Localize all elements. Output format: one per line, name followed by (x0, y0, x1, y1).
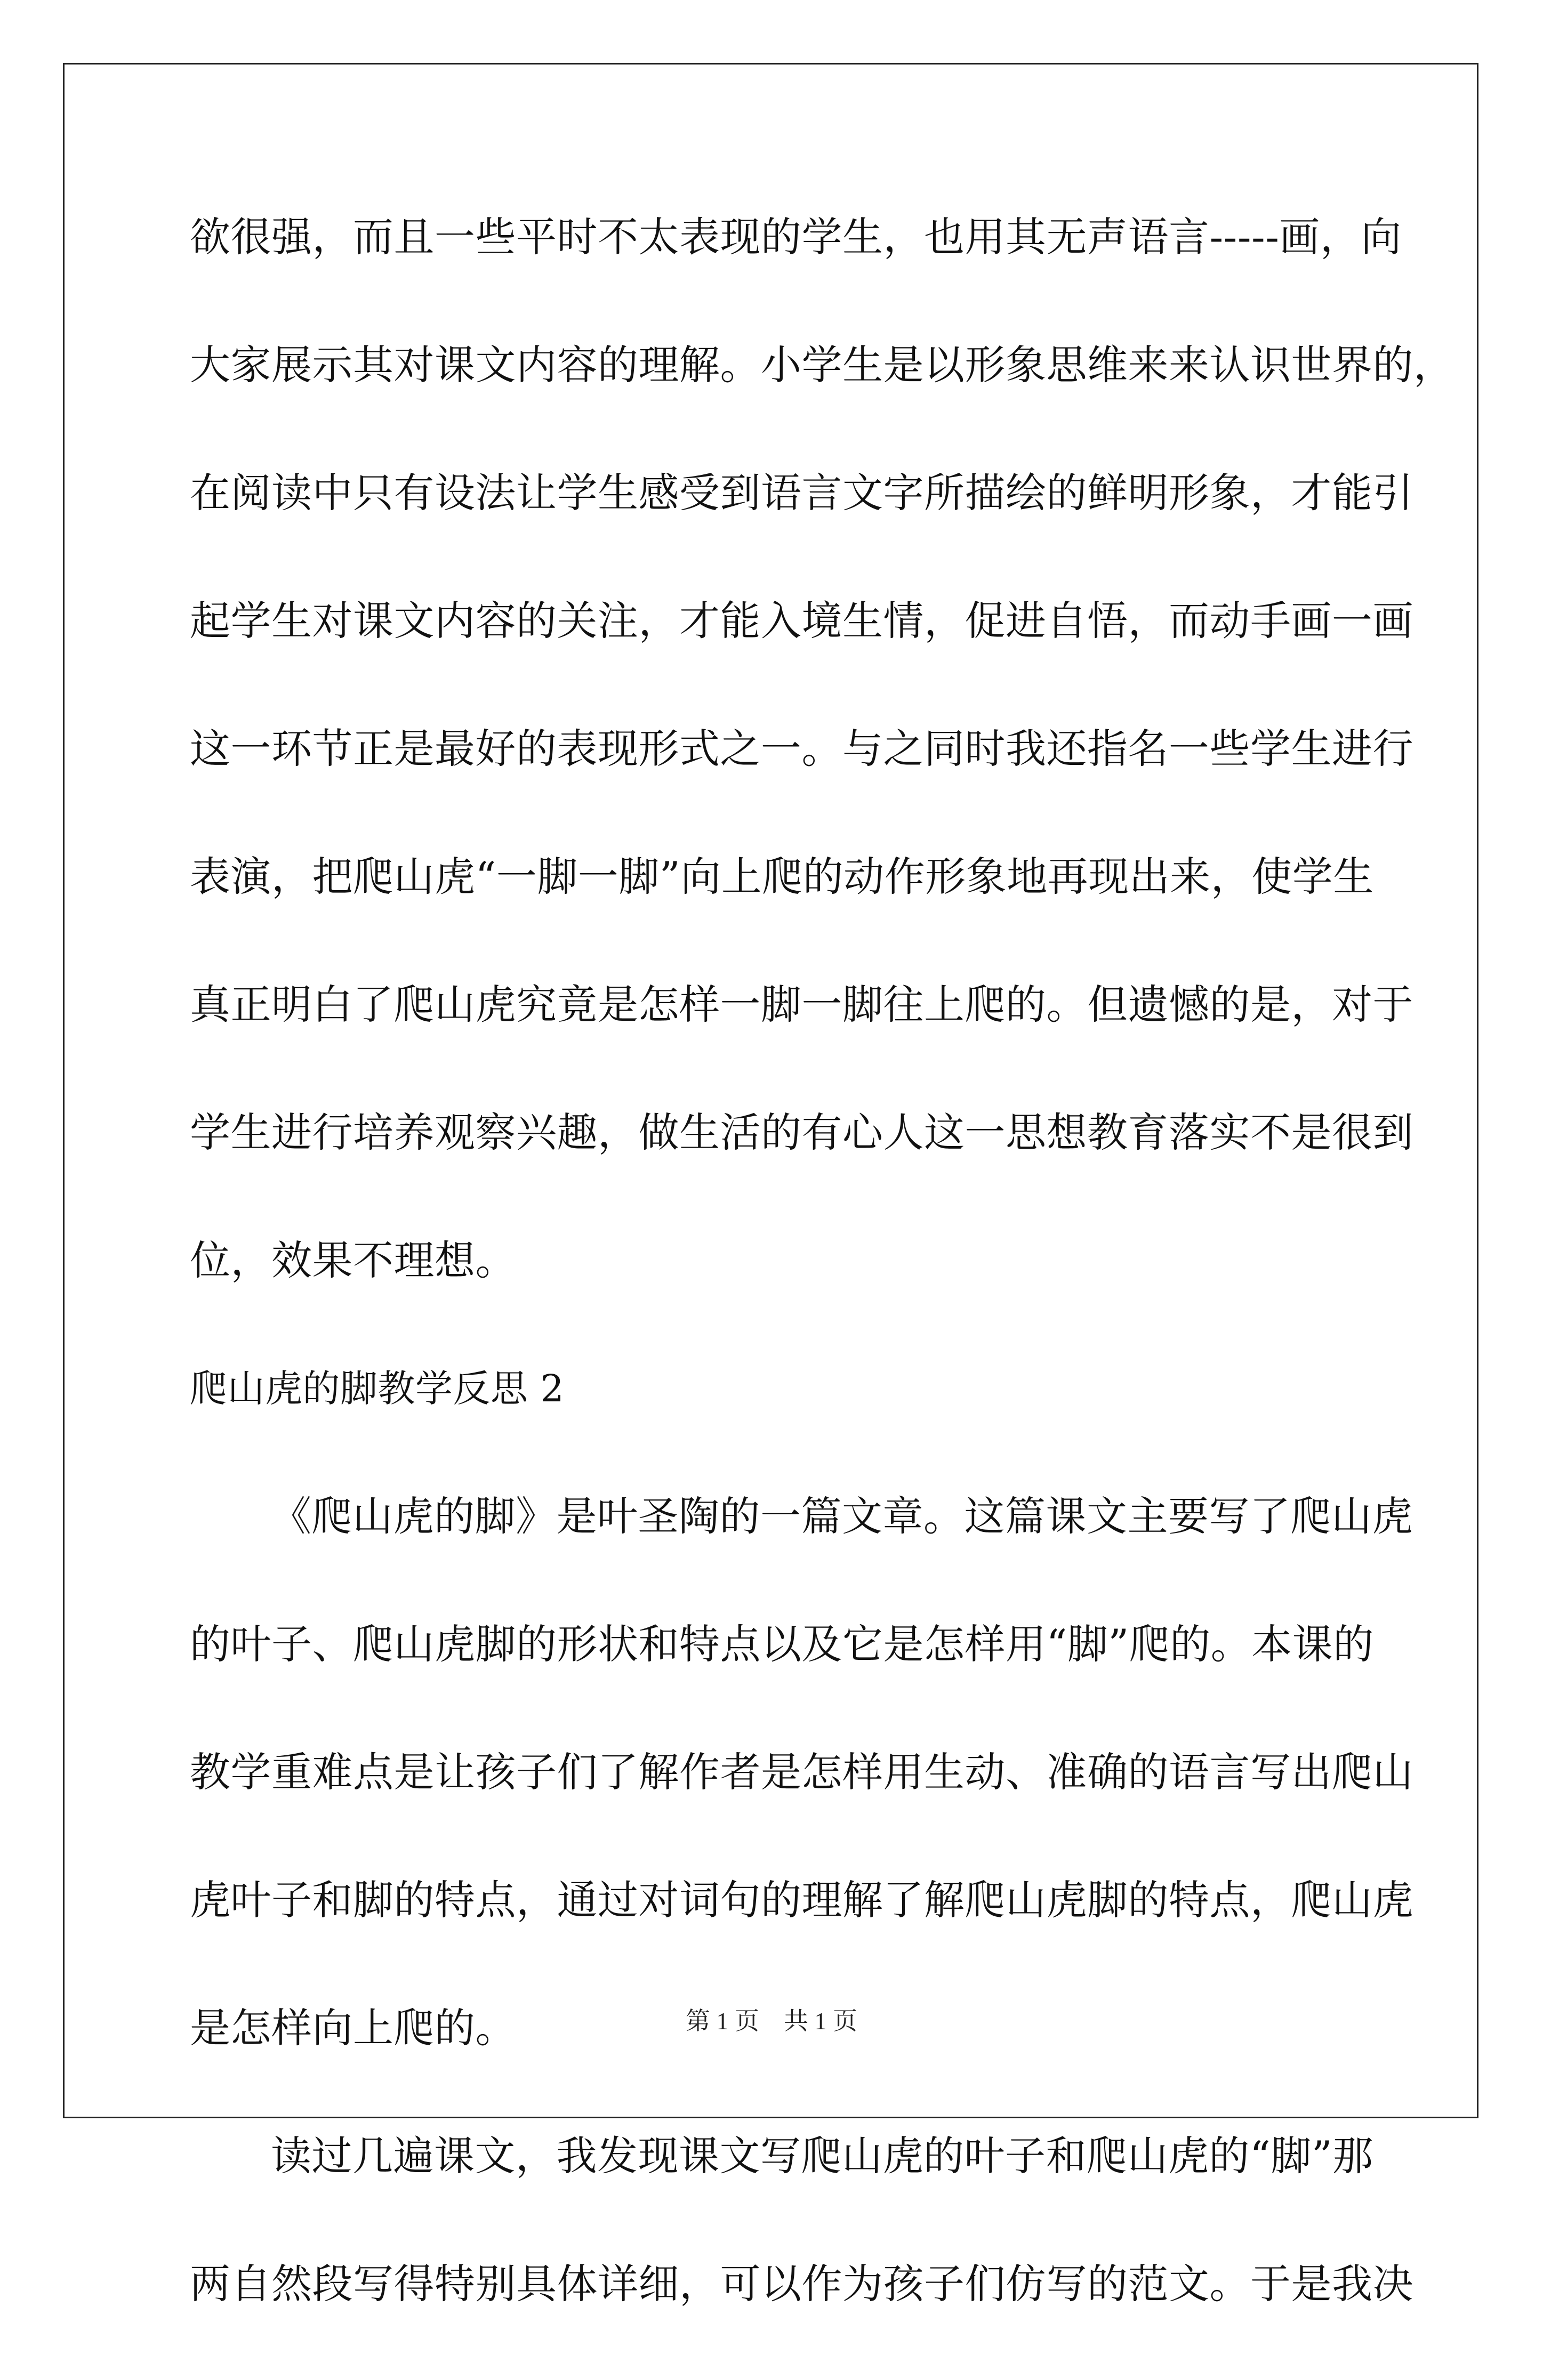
paragraph-2-line-3: 教学重难点是让孩子们了解作者是怎样用生动、准确的语言写出爬山 (190, 1748, 1413, 1796)
paragraph-2-line-2: 的叶子、爬山虎脚的形状和特点以及它是怎样用“脚”爬的。本课的 (190, 1620, 1374, 1668)
text-line-8: 学生进行培养观察兴趣，做生活的有心人这一思想教育落实不是很到 (190, 1109, 1413, 1156)
paragraph-2-line-1: 《爬山虎的脚》是叶圣陶的一篇文章。这篇课文主要写了爬山虎 (271, 1492, 1413, 1540)
paragraph-3-line-2: 两自然段写得特别具体详细，可以作为孩子们仿写的范文。于是我决 (190, 2260, 1413, 2308)
paragraph-2-line-4: 虎叶子和脚的特点，通过对词句的理解了解爬山虎脚的特点，爬山虎 (190, 1876, 1413, 1924)
text-line-1: 欲很强，而且一些平时不太表现的学生，也用其无声语言-----画，向 (190, 213, 1402, 261)
page-number-footer: 第 1 页 共 1 页 (686, 2007, 857, 2035)
text-line-9: 位，效果不理想。 (190, 1237, 516, 1284)
document-body (190, 205, 1454, 2380)
paragraph-3-line-1: 读过几遍课文，我发现课文写爬山虎的叶子和爬山虎的“脚”那 (271, 2132, 1373, 2180)
text-line-3: 在阅读中只有设法让学生感受到语言文字所描绘的鲜明形象，才能引 (190, 469, 1413, 517)
text-line-5: 这一环节正是最好的表现形式之一。与之同时我还指名一些学生进行 (190, 725, 1413, 772)
paragraph-2-line-5: 是怎样向上爬的。 (190, 2004, 516, 2052)
text-line-2: 大家展示其对课文内容的理解。小学生是以形象思维来来认识世界的， (190, 341, 1454, 389)
text-line-4: 起学生对课文内容的关注，才能入境生情，促进自悟，而动手画一画 (190, 597, 1413, 644)
text-line-7: 真正明白了爬山虎究竟是怎样一脚一脚往上爬的。但遗憾的是，对于 (190, 981, 1413, 1028)
section-heading: 爬山虎的脚教学反思 2 (190, 1367, 565, 1410)
text-line-6: 表演，把爬山虎“一脚一脚”向上爬的动作形象地再现出来，使学生 (190, 853, 1374, 900)
